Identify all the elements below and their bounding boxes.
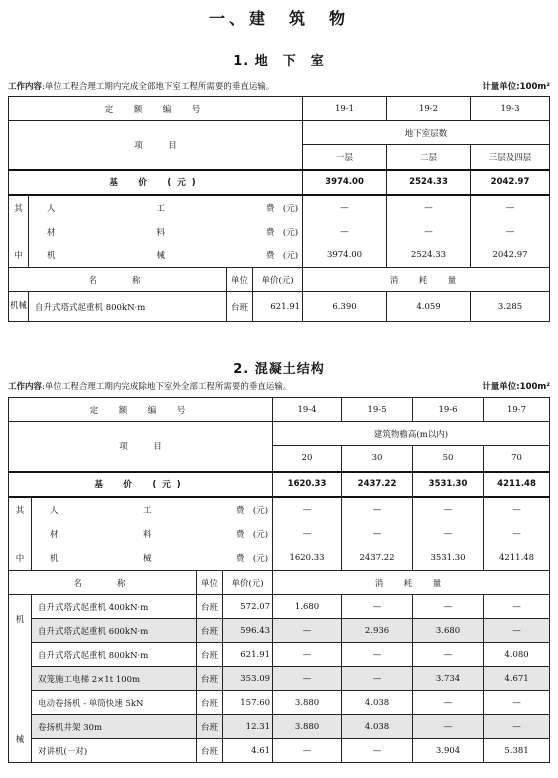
value-cell: 2042.97 [471, 244, 550, 268]
value-cell: 3.734 [413, 667, 484, 691]
base-price-label: 基 价 (元) [9, 170, 303, 195]
value-cell: — [413, 715, 484, 739]
name-header: 名 称 [9, 268, 227, 292]
value-cell: 3974.00 [303, 244, 387, 268]
resource-price: 596.43 [223, 619, 273, 643]
item-header: 项 目 [9, 121, 303, 170]
value-cell: — [471, 195, 550, 220]
material-fee-label: 材 料 费 (元) [29, 220, 303, 244]
code-cell: 19-3 [471, 97, 550, 121]
resource-name: 双笼施工电梯 2×1t 100m [32, 667, 197, 691]
resource-unit: 台班 [197, 643, 223, 667]
value-cell: 4.080 [484, 643, 550, 667]
value-cell: — [273, 667, 342, 691]
resource-unit: 台班 [197, 667, 223, 691]
code-cell: 19-4 [273, 398, 342, 422]
value-cell: 1.680 [273, 595, 342, 619]
base-price-label: 基 价 (元) [9, 472, 273, 497]
value-cell: — [413, 522, 484, 546]
code-cell: 19-7 [484, 398, 550, 422]
base-price-cell: 2042.97 [471, 170, 550, 195]
value-cell: 2.936 [342, 619, 413, 643]
material-fee-label: 材 料 费 (元) [32, 522, 273, 546]
mech-label-bottom: 械 [15, 735, 25, 745]
resource-name: 对讲机(一对) [32, 739, 197, 763]
value-cell: — [413, 691, 484, 715]
value-cell: — [273, 643, 342, 667]
page-title: 一、建 筑 物 [208, 9, 349, 28]
value-cell: 4211.48 [484, 546, 550, 571]
value-cell: — [484, 715, 550, 739]
labor-fee-label: 人 工 费 (元) [32, 497, 273, 522]
value-cell: — [342, 497, 413, 522]
unit-header: 单位 [197, 571, 223, 595]
value-cell: — [387, 195, 471, 220]
level-cell: 一层 [303, 145, 387, 170]
qizhong-label: 中 [9, 244, 29, 268]
value-cell: 4.671 [484, 667, 550, 691]
unit-header: 单位 [227, 268, 253, 292]
value-cell: 4.038 [342, 715, 413, 739]
value-cell: 4.038 [342, 691, 413, 715]
qizhong-label: 其 [9, 497, 32, 522]
base-price-cell: 2524.33 [387, 170, 471, 195]
group-header: 地下室层数 [303, 121, 550, 145]
resource-name: 电动卷扬机 - 单筒快速 5kN [32, 691, 197, 715]
value-cell: — [413, 643, 484, 667]
value-cell: — [484, 497, 550, 522]
value-cell: 3531.30 [413, 546, 484, 571]
resource-price: 572.07 [223, 595, 273, 619]
qizhong-label: 其 [9, 195, 29, 220]
value-cell: — [273, 497, 342, 522]
level-cell: 30 [342, 446, 413, 472]
level-cell: 二层 [387, 145, 471, 170]
level-cell: 20 [273, 446, 342, 472]
value-cell: — [342, 643, 413, 667]
labor-fee-label: 人 工 费 (元) [29, 195, 303, 220]
consumption-header: 消 耗 量 [273, 571, 550, 595]
machine-fee-label: 机 械 费 (元) [32, 546, 273, 571]
value-cell: — [273, 619, 342, 643]
value-cell: 6.390 [303, 292, 387, 322]
value-cell: — [342, 522, 413, 546]
code-cell: 19-1 [303, 97, 387, 121]
value-cell: — [484, 595, 550, 619]
base-price-cell: 1620.33 [273, 472, 342, 497]
price-header: 单价(元) [253, 268, 303, 292]
work-text: :单位工程合理工期内完成除地下室外全部工程所需要的垂直运输。 [42, 382, 292, 392]
mech-label: 机械 [9, 292, 29, 322]
resource-name: 卷扬机井架 30m [32, 715, 197, 739]
quota-code-header: 定 额 编 号 [9, 398, 273, 422]
quota-code-header: 定 额 编 号 [9, 97, 303, 121]
resource-price: 621.91 [223, 643, 273, 667]
resource-name: 自升式塔式起重机 600kN·m [32, 619, 197, 643]
value-cell: 2524.33 [387, 244, 471, 268]
qizhong-spacer [9, 522, 32, 546]
value-cell: 3.285 [471, 292, 550, 322]
resource-name: 自升式塔式起重机 800kN·m [32, 643, 197, 667]
resource-unit: 台班 [197, 739, 223, 763]
machine-fee-label: 机 械 费 (元) [29, 244, 303, 268]
qizhong-spacer [9, 220, 29, 244]
code-cell: 19-2 [387, 97, 471, 121]
resource-price: 4.61 [223, 739, 273, 763]
item-header: 项 目 [9, 422, 273, 472]
resource-unit: 台班 [197, 595, 223, 619]
resource-price: 621.91 [253, 292, 303, 322]
mech-label-top: 机 [15, 615, 25, 625]
value-cell: 1620.33 [273, 546, 342, 571]
value-cell: — [273, 739, 342, 763]
base-price-cell: 3974.00 [303, 170, 387, 195]
value-cell: — [342, 667, 413, 691]
resource-unit: 台班 [227, 292, 253, 322]
value-cell: 3.880 [273, 691, 342, 715]
qizhong-label: 中 [9, 546, 32, 571]
work-label: 工作内容 [8, 382, 43, 392]
section-1-title: 1. 地 下 室 [233, 54, 325, 69]
value-cell: — [413, 595, 484, 619]
level-cell: 70 [484, 446, 550, 472]
value-cell: — [413, 497, 484, 522]
section-1-work-content [8, 80, 274, 92]
value-cell: 3.880 [273, 715, 342, 739]
section-2-unit: 计量单位:100m² [482, 382, 550, 392]
work-label: 工作内容 [8, 82, 43, 92]
work-text: :单位工程合理工期内完成全部地下室工程所需要的垂直运输。 [42, 82, 275, 92]
name-header: 名 称 [9, 571, 197, 595]
value-cell: — [387, 220, 471, 244]
value-cell: 5.381 [484, 739, 550, 763]
section-2-title: 2. 混凝土结构 [233, 362, 325, 377]
resource-price: 157.60 [223, 691, 273, 715]
price-header: 单价(元) [223, 571, 273, 595]
level-cell: 50 [413, 446, 484, 472]
resource-name: 自升式塔式起重机 400kN·m [32, 595, 197, 619]
value-cell: — [303, 195, 387, 220]
value-cell: — [342, 595, 413, 619]
section-1-unit: 计量单位:100m² [482, 82, 550, 92]
mech-label-cell [9, 595, 32, 763]
code-cell: 19-5 [342, 398, 413, 422]
value-cell: — [273, 522, 342, 546]
value-cell: — [471, 220, 550, 244]
group-header: 建筑物檐高(m以内) [273, 422, 550, 446]
value-cell: — [484, 522, 550, 546]
resource-unit: 台班 [197, 691, 223, 715]
section-1-table [8, 96, 550, 322]
value-cell: — [484, 619, 550, 643]
value-cell: 3.904 [413, 739, 484, 763]
resource-unit: 台班 [197, 715, 223, 739]
code-cell: 19-6 [413, 398, 484, 422]
resource-unit: 台班 [197, 619, 223, 643]
value-cell: — [342, 739, 413, 763]
value-cell: — [484, 691, 550, 715]
resource-name: 自升式塔式起重机 800kN·m [29, 292, 227, 322]
resource-price: 12.31 [223, 715, 273, 739]
level-cell: 三层及四层 [471, 145, 550, 170]
base-price-cell: 2437.22 [342, 472, 413, 497]
base-price-cell: 3531.30 [413, 472, 484, 497]
value-cell: 2437.22 [342, 546, 413, 571]
value-cell: 3.680 [413, 619, 484, 643]
section-2-work-content [8, 380, 291, 392]
value-cell: 4.059 [387, 292, 471, 322]
base-price-cell: 4211.48 [484, 472, 550, 497]
resource-price: 353.09 [223, 667, 273, 691]
section-2-table [8, 397, 550, 763]
value-cell: — [303, 220, 387, 244]
consumption-header: 消 耗 量 [303, 268, 550, 292]
